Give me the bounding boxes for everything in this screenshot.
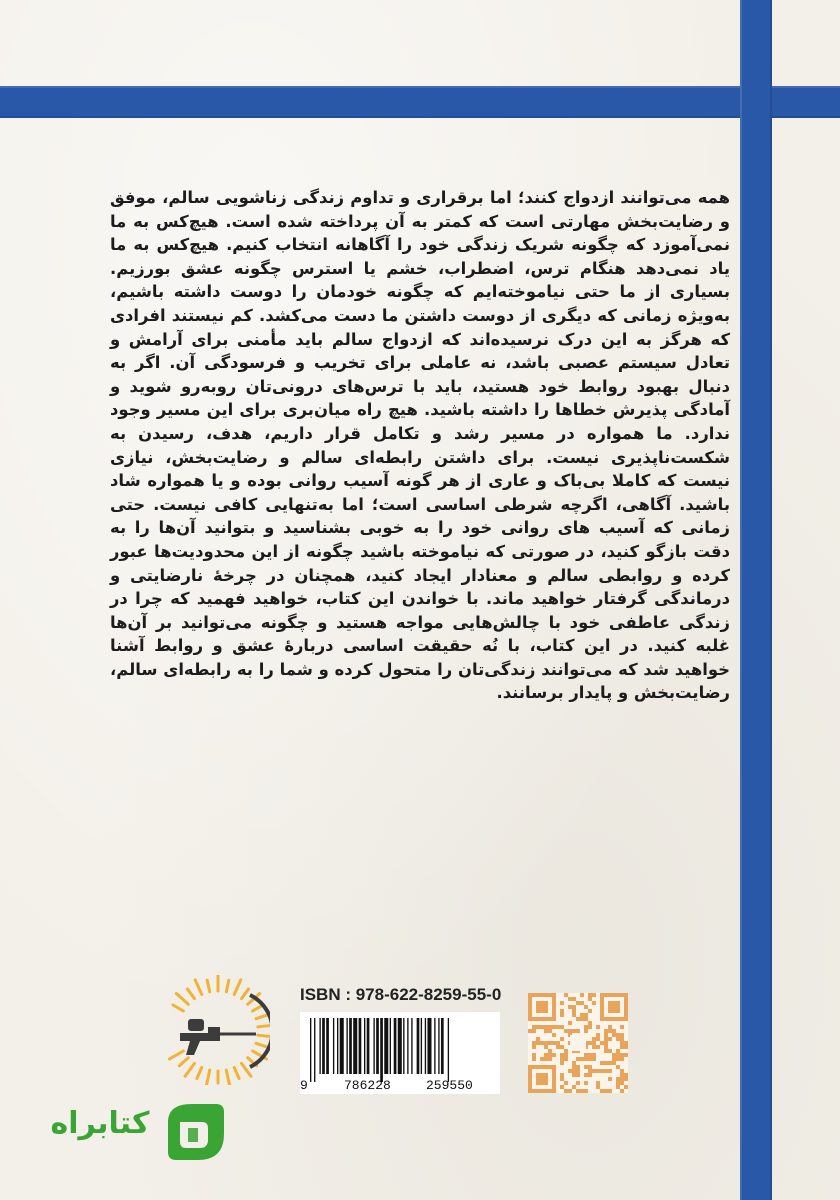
barcode-bar [367, 1018, 370, 1074]
qr-module [584, 1013, 588, 1017]
barcode-bar [390, 1018, 391, 1074]
sun-ray [187, 989, 194, 999]
qr-module [620, 1033, 624, 1037]
qr-module [592, 1057, 596, 1061]
qr-module [560, 1045, 564, 1049]
qr-module [572, 1069, 576, 1073]
qr-module [564, 1081, 568, 1085]
qr-module [612, 1057, 616, 1061]
qr-module [624, 1085, 628, 1089]
qr-module [604, 1037, 608, 1041]
qr-module [552, 1033, 556, 1037]
qr-module [536, 1041, 540, 1045]
qr-module [624, 1077, 628, 1081]
qr-module [532, 1029, 536, 1033]
qr-module [592, 1001, 596, 1005]
qr-module [576, 1001, 580, 1005]
qr-module [596, 1081, 600, 1085]
qr-module [576, 1057, 580, 1061]
qr-module [532, 1041, 536, 1045]
horizontal-blue-band [0, 86, 840, 118]
qr-module [564, 1053, 568, 1057]
qr-module [568, 1069, 572, 1073]
qr-module [572, 1005, 576, 1009]
qr-module [580, 1001, 584, 1005]
qr-module [592, 1045, 596, 1049]
qr-module [544, 1057, 548, 1061]
sun-ray [173, 1005, 183, 1011]
qr-module [616, 1033, 620, 1037]
sun-ray [242, 989, 249, 999]
leaf-book-icon [158, 1100, 228, 1164]
barcode-bar [427, 1018, 431, 1074]
qr-module [576, 1081, 580, 1085]
qr-module [584, 1065, 588, 1069]
qr-module [608, 1029, 612, 1033]
qr-module [608, 1025, 612, 1029]
qr-module [588, 1021, 592, 1025]
sun-ray [170, 1051, 184, 1059]
qr-module [548, 1049, 552, 1053]
qr-module [560, 1073, 564, 1077]
barcode-bar [417, 1018, 420, 1074]
qr-module [536, 1037, 540, 1041]
qr-finder [536, 1073, 548, 1085]
qr-module [604, 1045, 608, 1049]
qr-module [564, 1049, 568, 1053]
qr-module [604, 1069, 608, 1073]
qr-module [604, 1089, 608, 1093]
sun-ray [234, 980, 241, 995]
qr-module [564, 1029, 568, 1033]
qr-module [532, 1045, 536, 1049]
barcode-bar [411, 1018, 412, 1074]
qr-module [600, 1089, 604, 1093]
qr-module [572, 1009, 576, 1013]
barcode-bar [310, 1018, 311, 1082]
qr-module [560, 1037, 564, 1041]
qr-module [548, 1057, 552, 1061]
qr-module [560, 1053, 564, 1057]
qr-module [592, 1041, 596, 1045]
qr-module [588, 1073, 592, 1077]
archer-sun-logo [160, 975, 270, 1085]
qr-module [596, 1037, 600, 1041]
qr-module [576, 1069, 580, 1073]
qr-module [552, 1041, 556, 1045]
sun-ray [226, 980, 228, 992]
qr-module [620, 1081, 624, 1085]
qr-module [572, 1085, 576, 1089]
qr-module [608, 1061, 612, 1065]
archer-head [188, 1019, 204, 1031]
qr-module [544, 1025, 548, 1029]
qr-module [560, 1077, 564, 1081]
qr-module [624, 1073, 628, 1077]
qr-module [544, 1041, 548, 1045]
qr-module [608, 1077, 612, 1081]
qr-module [572, 1013, 576, 1017]
qr-module [624, 1053, 628, 1057]
qr-module [568, 1021, 572, 1025]
qr-module [584, 1057, 588, 1061]
qr-module [620, 1073, 624, 1077]
qr-module [588, 997, 592, 1001]
barcode-digit-right: 259550 [426, 1078, 473, 1093]
qr-module [600, 1069, 604, 1073]
sun-ray [185, 1063, 194, 1076]
qr-module [544, 1045, 548, 1049]
qr-module [548, 1025, 552, 1029]
brand-name: کتابراه [50, 1106, 150, 1141]
qr-module [608, 1049, 612, 1053]
qr-module [620, 1025, 624, 1029]
qr-module [560, 1013, 564, 1017]
qr-module [584, 1005, 588, 1009]
barcode-bar [376, 1018, 379, 1074]
qr-module [620, 1041, 624, 1045]
qr-module [604, 1061, 608, 1065]
qr-module [588, 1025, 592, 1029]
qr-module [584, 1089, 588, 1093]
qr-module [576, 1029, 580, 1033]
qr-module [560, 1025, 564, 1029]
qr-module [572, 1061, 576, 1065]
isbn-label: ISBN : 978-622-8259-55-0 [300, 985, 502, 1004]
barcode-bar [421, 1018, 422, 1074]
qr-module [604, 1033, 608, 1037]
qr-module [604, 1049, 608, 1053]
back-cover-blurb: همه می‌توانند ازدواج کنند؛ اما برقراری و تداوم زندگی زناشویی سالم، موفق و رضایت‌بخش مهارتی است که کمتر به آن پرداخته شده است. هیچ‌کس به ما نمی‌آموزد که چگونه شریک زندگی خود را آگاهانه انتخاب کنیم. هیچ‌کس به ما یاد نمی‌دهد هنگام ترس، اضطراب، خشم یا استرس چگونه عشق بورزیم. بسیاری از ما حتی نیاموخته‌ایم که چگونه خودمان را دوست داشته باشیم، به‌ویژه زمانی که دیگری از دوست داشتن ما دست می‌کشد. کم نیستند افرادی که هرگز به این درک نرسیده‌اند که ازدواج سالم باید مأمنی برای آرامش و تعادل سیستم عصبی باشد، نه عاملی برای تخریب و فرسودگی آن. اگر به دنبال بهبود روابط خود هستید، باید با ترس‌های درونی‌تان روبه‌رو شوید و آمادگی پذیرش خطاها را داشته باشید. هیچ راه میان‌بری برای این مسیر وجود ندارد. ما همواره در مسیر رشد و تکامل قرار داریم، هدف، رسیدن به شکست‌ناپذیری نیست. برای داشتن رابطه‌ای سالم و رضایت‌بخش، نیازی نیست که کاملا بی‌باک و عاری از هر گونه آسیب روانی بوده و یا همواره شاد باشید. آگاهی، اگرچه شرطی اساسی است؛ اما به‌تنهایی کافی نیست. حتی زمانی که آسیب های روانی خود را به خوبی بشناسید و بتوانید آن‌ها را به دقت بازگو کنید، در صورتی که نیاموخته باشید چگونه از این محدودیت‌ها عبور کرده و روابطی سالم و معنادار ایجاد کنید، همچنان در چرخهٔ نارضایتی و درماندگی گرفتار خواهید ماند. با خواندن این کتاب، خواهید فهمید که چرا در زندگی عاطفی خود با چالش‌هایی مواجه هستید و چگونه می‌توانید بر آن‌ها غلبه کنید. در این کتاب، با نُه حقیقت اساسی دربارهٔ عشق و روابط آشنا خواهید شد که می‌توانند زندگی‌تان را متحول کرده و شما را به رابطه‌ای سالم، رضایت‌بخش و پایدار برسانند. [110, 188, 730, 703]
qr-module [532, 1025, 536, 1029]
qr-module [624, 1041, 628, 1045]
qr-module [532, 1053, 536, 1057]
qr-module [576, 1017, 580, 1021]
sun-ray [226, 1070, 229, 1085]
qr-module [580, 1089, 584, 1093]
qr-module [592, 993, 596, 997]
barcode-bar [364, 1018, 365, 1074]
qr-module [580, 993, 584, 997]
barcode-bar [349, 1018, 352, 1074]
sun-ray [197, 1068, 202, 1079]
qr-module [616, 1085, 620, 1089]
qr-module [608, 1037, 612, 1041]
qr-center-mark [570, 1035, 586, 1051]
qr-module [596, 1033, 600, 1037]
sun-ray [207, 980, 209, 992]
barcode-bar [337, 1018, 338, 1074]
qr-module [616, 1053, 620, 1057]
qr-module [564, 993, 568, 997]
qr-module [528, 1029, 532, 1033]
sun-ray [179, 1058, 188, 1066]
barcode-bar [319, 1018, 320, 1074]
qr-module [600, 1041, 604, 1045]
qr-module [584, 1073, 588, 1077]
qr-module [580, 1013, 584, 1017]
qr-module [540, 1025, 544, 1029]
qr-module [616, 1065, 620, 1069]
qr-module [588, 993, 592, 997]
sun-ray [258, 1026, 270, 1027]
qr-module [532, 1057, 536, 1061]
qr-module [564, 1057, 568, 1061]
barcode-bar [326, 1018, 329, 1074]
qr-module [588, 1057, 592, 1061]
qr-module [596, 1069, 600, 1073]
barcode-digits [300, 1078, 500, 1096]
qr-module [588, 1069, 592, 1073]
barcode-bar [425, 1018, 426, 1074]
barcode-bar [373, 1018, 374, 1074]
archer [180, 1027, 220, 1055]
qr-module [592, 1069, 596, 1073]
barcode-bar [359, 1018, 362, 1074]
sun-ray [206, 1070, 209, 1085]
qr-module [572, 1073, 576, 1077]
qr-module [616, 1049, 620, 1053]
qr-module [548, 1053, 552, 1057]
barcode-bar [434, 1018, 435, 1074]
qr-module [568, 1005, 572, 1009]
sun-ray [234, 1068, 239, 1079]
qr-module [616, 1037, 620, 1041]
qr-module [620, 1077, 624, 1081]
qr-module [620, 1057, 624, 1061]
qr-module [552, 1025, 556, 1029]
qr-module [548, 1029, 552, 1033]
qr-module [608, 1089, 612, 1093]
qr-module [608, 1069, 612, 1073]
qr-module [612, 1053, 616, 1057]
qr-module [596, 1085, 600, 1089]
barcode-bar [333, 1018, 334, 1074]
ketabrah-brand [40, 1100, 230, 1164]
qr-module [584, 1053, 588, 1057]
qr-module [584, 1081, 588, 1085]
qr-module [616, 1057, 620, 1061]
qr-module [620, 1053, 624, 1057]
qr-module [556, 1041, 560, 1045]
qr-module [540, 1041, 544, 1045]
barcode-bar [384, 1018, 388, 1074]
qr-module [572, 1029, 576, 1033]
qr-module [580, 1017, 584, 1021]
qr-module [600, 1061, 604, 1065]
qr-module [536, 1025, 540, 1029]
qr-module [584, 1017, 588, 1021]
qr-module [620, 1045, 624, 1049]
qr-module [624, 1045, 628, 1049]
qr-module [568, 1029, 572, 1033]
qr-module [616, 1081, 620, 1085]
barcode-bar [340, 1018, 344, 1074]
qr-module [572, 1065, 576, 1069]
qr-module [612, 1033, 616, 1037]
barcode-bar [407, 1018, 408, 1074]
qr-module [560, 1057, 564, 1061]
qr-module [548, 1041, 552, 1045]
qr-module [556, 1025, 560, 1029]
qr-module [620, 1069, 624, 1073]
qr-module [568, 997, 572, 1001]
qr-module [588, 1053, 592, 1057]
qr-module [544, 1053, 548, 1057]
qr-module [540, 1057, 544, 1061]
qr-module [604, 1029, 608, 1033]
qr-module [580, 1057, 584, 1061]
barcode-bar [394, 1018, 397, 1074]
qr-module [612, 1029, 616, 1033]
qr-module [588, 1041, 592, 1045]
sun-ray [195, 980, 202, 995]
qr-module [556, 1045, 560, 1049]
qr-module [620, 1089, 624, 1093]
vertical-blue-band [740, 0, 772, 1200]
qr-module [576, 1073, 580, 1077]
qr-module [560, 1085, 564, 1089]
qr-module [596, 1045, 600, 1049]
barcode-bar [448, 1018, 449, 1082]
qr-code [528, 993, 628, 1093]
barcode-bar [441, 1018, 444, 1074]
qr-module [544, 1029, 548, 1033]
sun-ray [258, 1035, 270, 1037]
barcode-bar [353, 1018, 357, 1074]
sun-ray [176, 994, 188, 1005]
qr-module [568, 1089, 572, 1093]
qr-module [592, 1053, 596, 1057]
barcode-bar [346, 1018, 347, 1074]
qr-module [552, 1053, 556, 1057]
barcode-digit-prefix: 9 [300, 1078, 308, 1093]
barcode-bar [380, 1018, 383, 1082]
sun-ray [256, 1043, 267, 1047]
qr-module [588, 1009, 592, 1013]
barcode-bar [398, 1018, 402, 1074]
barcode-digit-left: 786228 [344, 1078, 391, 1093]
qr-module [560, 1061, 564, 1065]
qr-finder [536, 1001, 548, 1013]
qr-module [560, 1001, 564, 1005]
qr-module [584, 1025, 588, 1029]
qr-module [612, 1061, 616, 1065]
qr-module [560, 1009, 564, 1013]
qr-module [616, 1077, 620, 1081]
qr-module [620, 1037, 624, 1041]
barcode-bar [438, 1018, 439, 1074]
qr-module [576, 1089, 580, 1093]
qr-module [588, 1065, 592, 1069]
barcode-bar [403, 1018, 404, 1074]
qr-module [584, 1029, 588, 1033]
qr-finder [608, 1001, 620, 1013]
qr-module [564, 1089, 568, 1093]
qr-module [596, 1025, 600, 1029]
barcode-bar [322, 1018, 325, 1074]
qr-module [572, 997, 576, 1001]
qr-module [592, 1037, 596, 1041]
qr-module [576, 1065, 580, 1069]
qr-module [604, 1041, 608, 1045]
barcode-bar [314, 1018, 315, 1082]
